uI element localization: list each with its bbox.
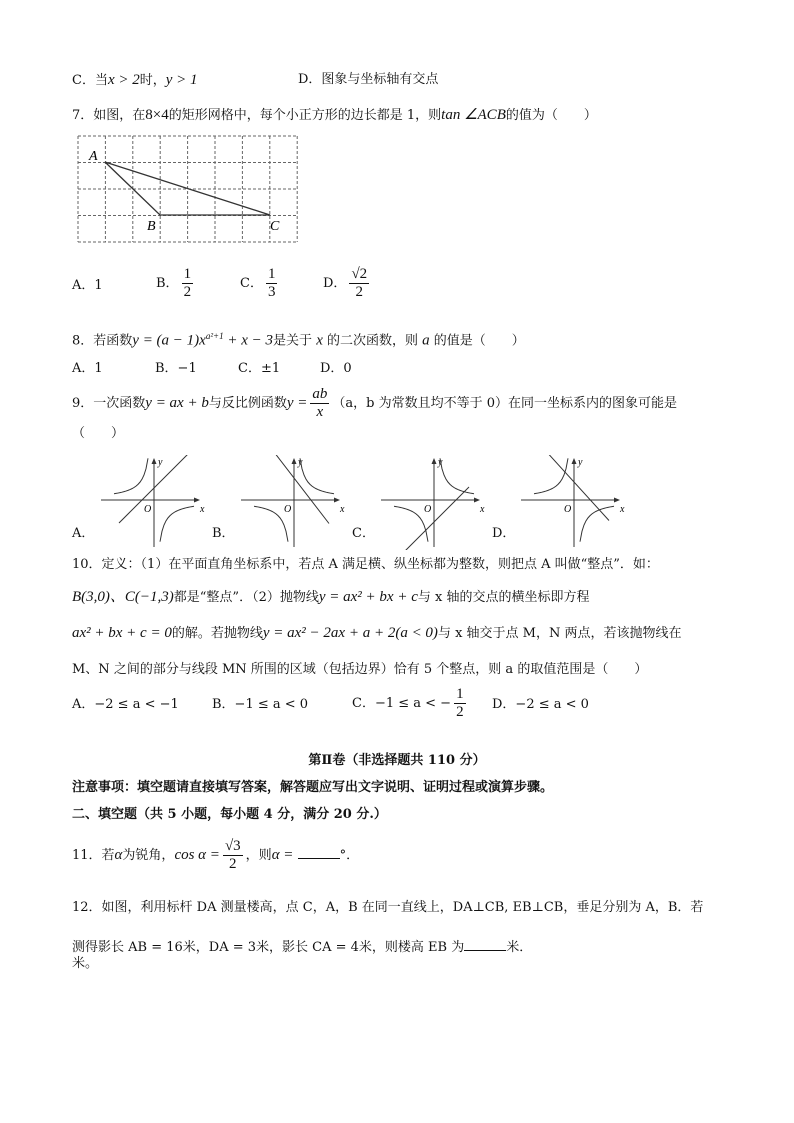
- q8-a: a: [422, 332, 430, 349]
- q7-option-a: A．1: [72, 278, 103, 293]
- q11-cos: cos α =: [174, 847, 220, 863]
- q7-stem3: 的值为（ ）: [505, 108, 597, 123]
- q11-unit: °．: [339, 848, 360, 863]
- q10-l3b: 的解。若抛物线: [171, 626, 263, 641]
- q7-b-den: 2: [183, 284, 192, 300]
- x-axis-label: x: [480, 504, 485, 515]
- q12-l2b: 米．: [506, 940, 533, 955]
- q11: [72, 838, 359, 873]
- q11-stem3: ，则: [245, 848, 272, 863]
- q9-stem2: 与反比例函数: [208, 396, 287, 411]
- section-title: 第Ⅱ卷（非选择题共 110 分）: [308, 753, 486, 768]
- q8-option-b: B．−1: [155, 361, 197, 376]
- q7-stem1: 7．如图，在: [72, 108, 146, 123]
- q11-stem1: 11．若: [72, 848, 115, 863]
- q8-stem2: 是关于: [273, 333, 313, 349]
- q9-option-b-label: B．: [212, 526, 235, 541]
- q10-line1: 10．定义：（1）在平面直角坐标系中，若点 A 满足横、纵坐标都为整数，则把点 A 叫做“整点”．如：: [72, 557, 659, 572]
- y-axis-label: y: [158, 457, 163, 468]
- q8-option-d: D．0: [320, 361, 352, 376]
- q10-l2d: 与 x 轴的交点的横坐标即方程: [417, 590, 590, 605]
- point-b-label: B: [147, 219, 156, 234]
- q7-c-num: 1: [267, 266, 276, 282]
- q10-line2: [72, 588, 589, 607]
- q10-l3d: 与 x 轴交于点 M，N 两点，若该抛物线在: [437, 626, 682, 641]
- q10-option-c: [352, 686, 469, 721]
- q7-c-label: C．: [240, 276, 263, 291]
- q10-equation: ax² + bx + c = 0: [72, 625, 172, 641]
- q12-line2: [72, 936, 532, 957]
- q11-alpha-eq: α =: [271, 847, 294, 863]
- q7-d-label: D．: [323, 276, 347, 291]
- q12-line3: 米。: [72, 956, 99, 971]
- x-arrow-icon: [334, 498, 340, 503]
- q7-b-num: 1: [183, 266, 192, 282]
- q10-option-b: B．−1 ≤ a < 0: [212, 697, 309, 712]
- q8-exponent: a²+1: [205, 331, 224, 341]
- q12-answer-blank[interactable]: [464, 936, 506, 951]
- q11-stem2: 为锐角，: [122, 848, 175, 863]
- q9-graph-b: [236, 455, 346, 550]
- q9-graph-c: [376, 455, 486, 550]
- q8-stem4: 的值是（ ）: [433, 333, 525, 349]
- q10-parabola2: y = ax² − 2ax + a + 2(a < 0): [262, 625, 438, 641]
- q6-c-math2: y > 1: [165, 72, 198, 88]
- q10-option-d: D．−2 ≤ a < 0: [492, 697, 589, 712]
- y-arrow-icon: [572, 458, 577, 464]
- q9-option-c-label: C．: [352, 526, 375, 541]
- q9-paren: （ ）: [72, 426, 125, 441]
- q8-stem: [72, 327, 525, 350]
- q6-c-label: C．当: [72, 73, 108, 88]
- q10-c-den: 2: [456, 704, 464, 720]
- y-axis-label: y: [298, 457, 303, 468]
- y-axis-label: y: [438, 457, 443, 468]
- q9-inverse: y =: [286, 395, 308, 411]
- q9-stem: [72, 386, 677, 421]
- q9-option-a-label: A．: [72, 526, 95, 541]
- q10-option-a: A．−2 ≤ a < −1: [72, 697, 179, 712]
- q9-graph-d: [516, 455, 626, 550]
- q7-d-num: √2: [351, 266, 368, 282]
- q10-line4: M、N 之间的部分与线段 MN 所围的区域（包括边界）恰有 5 个整点，则 a 的取值范围是（ ）: [72, 662, 648, 677]
- x-axis-label: x: [620, 504, 625, 515]
- q9-graph-a: [96, 455, 206, 550]
- q7-stem2: 的矩形网格中，每个小正方形的边长都是 1，则: [168, 108, 442, 123]
- x-arrow-icon: [194, 498, 200, 503]
- q8-option-a: A．1: [72, 361, 103, 376]
- y-arrow-icon: [432, 458, 437, 464]
- origin-label: O: [424, 504, 432, 515]
- q7-option-b: [156, 266, 196, 301]
- q12-l2a: 测得影长 AB = 16米，DA = 3米，影长 CA = 4米，则楼高 EB 为: [72, 940, 465, 955]
- q7-b-label: B．: [156, 276, 179, 291]
- q7-grid-figure: [0, 0, 794, 260]
- q7-grid-size: 8×4: [145, 107, 169, 123]
- q11-den: 2: [229, 856, 237, 872]
- x-axis-label: x: [340, 504, 345, 515]
- q9-option-d-label: D．: [492, 526, 516, 541]
- q7-d-den: 2: [355, 284, 364, 300]
- q11-alpha: α: [114, 847, 123, 863]
- q9-stem1: 9．一次函数: [72, 396, 146, 411]
- q6-c-mid: 时，: [139, 73, 166, 88]
- y-arrow-icon: [152, 458, 157, 464]
- x-arrow-icon: [474, 498, 480, 503]
- origin-label: O: [564, 504, 572, 515]
- q9-num: ab: [312, 386, 328, 402]
- x-axis-label: x: [200, 504, 205, 515]
- y-axis-label: y: [578, 457, 583, 468]
- part-heading: 二、填空题（共 5 小题，每小题 4 分，满分 20 分.）: [72, 807, 387, 822]
- x-arrow-icon: [614, 498, 620, 503]
- q8-func2: + x − 3: [223, 332, 274, 349]
- point-c-label: C: [270, 219, 280, 234]
- q11-answer-blank[interactable]: [298, 844, 340, 859]
- q9-linear: y = ax + b: [145, 395, 209, 411]
- q8-option-c: C．±1: [238, 361, 281, 376]
- q7-tan: tan ∠ACB: [441, 107, 506, 123]
- y-arrow-icon: [292, 458, 297, 464]
- q8-stem1: 8．若函数: [72, 333, 133, 349]
- q10-c-num: 1: [456, 686, 464, 702]
- point-a-label: A: [89, 149, 98, 164]
- q10-line3: [72, 624, 682, 643]
- q10-c-label: C．−1 ≤ a < −: [352, 696, 452, 711]
- q8-func: y = (a − 1)x: [132, 332, 206, 349]
- q7-option-d: [323, 266, 372, 301]
- q8-x: x: [316, 332, 323, 349]
- origin-label: O: [144, 504, 152, 515]
- section-notes: 注意事项：填空题请直接填写答案，解答题应写出文字说明、证明过程或演算步骤。: [72, 780, 554, 795]
- q9-den: x: [316, 404, 324, 420]
- q9-stem3: （a，b 为常数且均不等于 0）在同一坐标系内的图象可能是: [332, 396, 677, 411]
- q7-c-den: 3: [267, 284, 276, 300]
- q10-parabola: y = ax² + bx + c: [318, 589, 418, 605]
- q6-c-math1: x > 2: [107, 72, 140, 88]
- q7-option-c: [240, 266, 280, 301]
- q10-l2b: 都是“整点”．（2）抛物线: [173, 590, 319, 605]
- origin-label: O: [284, 504, 292, 515]
- q12-line1: 12．如图，利用标杆 DA 测量楼高，点 C，A，B 在同一直线上，DA⊥CB, EB⊥CB，垂足分别为 A，B．若: [72, 900, 704, 915]
- q11-num: √3: [224, 838, 241, 854]
- q8-stem3: 的二次函数，则: [327, 333, 419, 349]
- q10-points: B(3,0)、C(−1,3): [72, 589, 174, 605]
- q6-option-d: D．图象与坐标轴有交点: [298, 72, 439, 87]
